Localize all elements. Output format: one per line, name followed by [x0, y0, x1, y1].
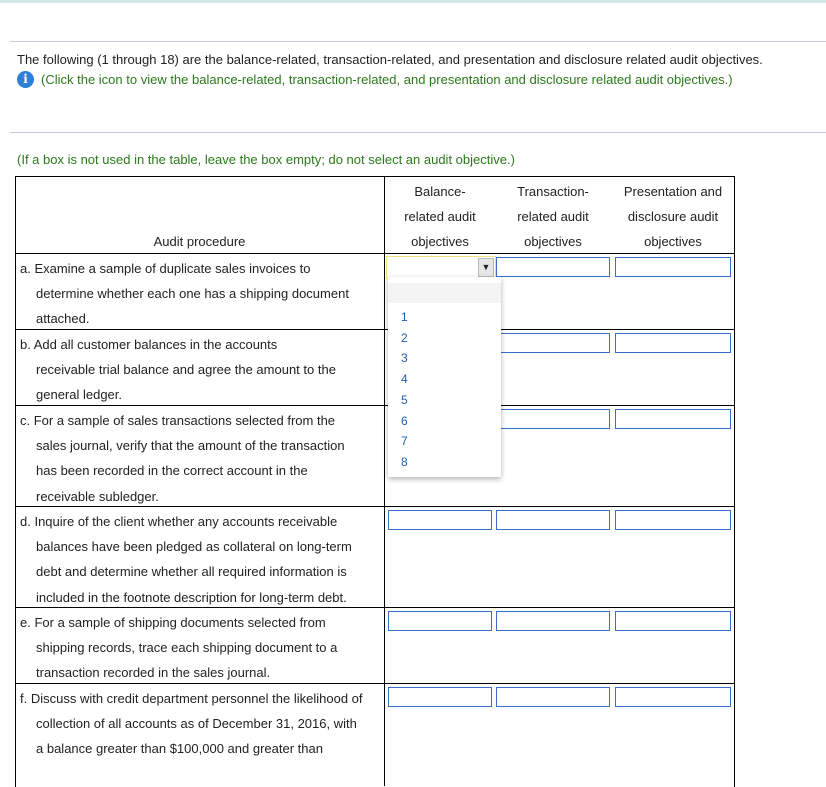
table-row-f: f. Discuss with credit department personnel the likelihood of collection of all accounts as of December 31, 2016, with a balance greater than $100,000 and greater than	[20, 691, 363, 757]
balance-objective-select-d[interactable]	[388, 510, 492, 530]
balance-objective-select-e[interactable]	[388, 611, 492, 631]
table-row-a: a. Examine a sample of duplicate sales invoices to determine whether each one has a shipping document attached.	[20, 261, 349, 327]
balance-objective-select-f[interactable]	[388, 687, 492, 707]
dropdown-option[interactable]: 1	[401, 310, 408, 324]
info-note: (Click the icon to view the balance-related, transaction-related, and presentation and disclosure related audit objectives.)	[41, 72, 733, 87]
transaction-objective-select-a[interactable]	[496, 257, 610, 277]
instruction-text: (If a box is not used in the table, leave the box empty; do not select an audit objective.)	[17, 152, 515, 167]
presentation-objective-select-c[interactable]	[615, 409, 731, 429]
header-audit-procedure: Audit procedure	[153, 234, 246, 249]
table-row-d: d. Inquire of the client whether any accounts receivable balances have been pledged as collateral on long-term debt and determine whether all required information is included in the footnote description for long-term debt.	[20, 514, 352, 605]
intro-text: The following (1 through 18) are the balance-related, transaction-related, and presentation and disclosure related audit objectives.	[17, 52, 763, 67]
divider	[10, 132, 826, 133]
top-border	[0, 0, 826, 3]
dropdown-option[interactable]: 4	[401, 372, 408, 386]
table-row-b: b. Add all customer balances in the accounts receivable trial balance and agree the amount to the general ledger.	[20, 337, 336, 403]
header-presentation-disclosure: Presentation and disclosure audit objectives	[623, 184, 723, 249]
column-divider	[384, 176, 385, 786]
transaction-objective-select-f[interactable]	[496, 687, 610, 707]
dropdown-option[interactable]: 5	[401, 393, 408, 407]
divider	[10, 41, 826, 42]
transaction-objective-select-d[interactable]	[496, 510, 610, 530]
dropdown-option-empty[interactable]	[388, 283, 501, 303]
chevron-down-icon[interactable]: ▼	[478, 258, 494, 277]
presentation-objective-select-f[interactable]	[615, 687, 731, 707]
objective-dropdown-list	[388, 277, 501, 477]
transaction-objective-select-c[interactable]	[496, 409, 610, 429]
transaction-objective-select-b[interactable]	[496, 333, 610, 353]
info-icon[interactable]: i	[17, 71, 34, 88]
header-transaction-related: Transaction- related audit objectives	[517, 184, 589, 249]
header-balance-related: Balance- related audit objectives	[404, 184, 476, 249]
table-row-e: e. For a sample of shipping documents selected from shipping records, trace each shipping document to a transaction recorded in the sales journal.	[20, 615, 338, 681]
presentation-objective-select-e[interactable]	[615, 611, 731, 631]
dropdown-option[interactable]: 7	[401, 434, 408, 448]
dropdown-option[interactable]: 2	[401, 331, 408, 345]
presentation-objective-select-d[interactable]	[615, 510, 731, 530]
table-row-c: c. For a sample of sales transactions selected from the sales journal, verify that the amount of the transaction has been recorded in the correct account in the receivable subledger.	[20, 413, 345, 504]
transaction-objective-select-e[interactable]	[496, 611, 610, 631]
presentation-objective-select-a[interactable]	[615, 257, 731, 277]
dropdown-option[interactable]: 8	[401, 455, 408, 469]
presentation-objective-select-b[interactable]	[615, 333, 731, 353]
dropdown-option[interactable]: 6	[401, 414, 408, 428]
dropdown-option[interactable]: 3	[401, 351, 408, 365]
balance-objective-select-a[interactable]	[386, 256, 496, 279]
